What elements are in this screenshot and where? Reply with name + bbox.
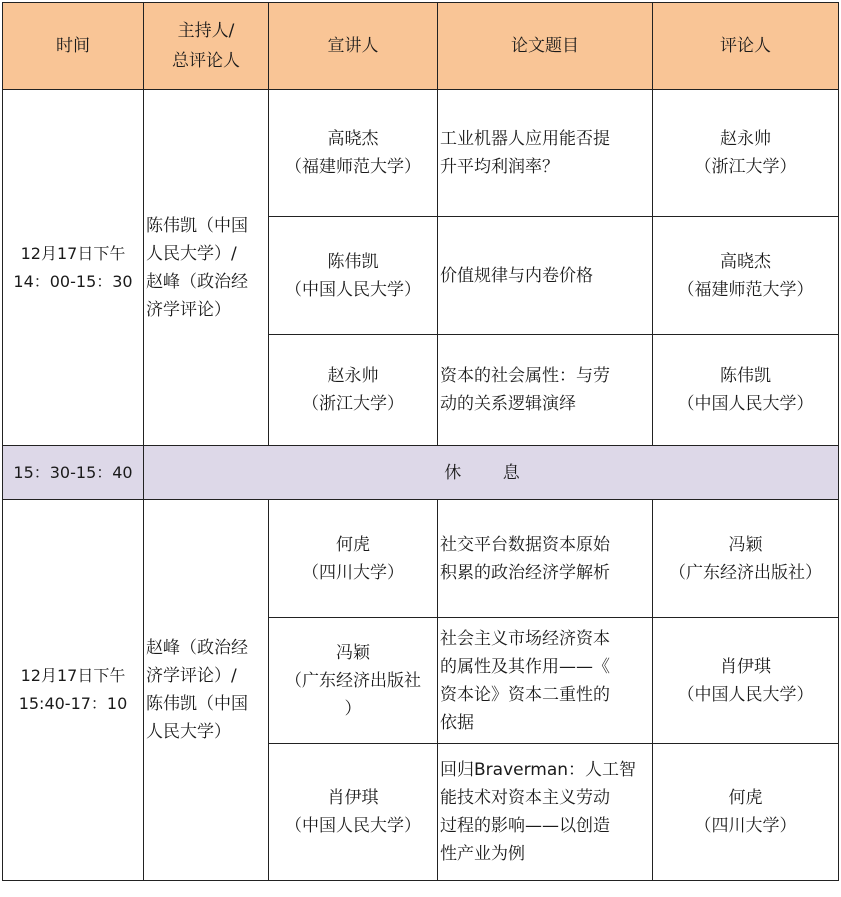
paper-line: 回归Braverman：人工智 <box>440 760 637 780</box>
paper-line: 价值规律与内卷价格 <box>440 265 593 286</box>
paper-line: 资本的社会属性：与劳 <box>440 366 610 386</box>
host-line: 赵峰（政治经 <box>146 638 248 658</box>
paper-title <box>438 90 653 217</box>
speaker-name: 陈伟凯 <box>327 251 379 272</box>
table-row <box>3 500 839 618</box>
break-label: 休 息 <box>144 446 839 500</box>
session-time-date: 12月17日下午 <box>20 243 126 263</box>
commentator-affiliation: （福建师范大学） <box>677 279 814 300</box>
host-line: 陈伟凯（中国 <box>146 694 248 714</box>
commentator-name: 冯颖 <box>728 534 763 555</box>
speaker-name: 高晓杰 <box>327 129 379 149</box>
speaker-affiliation: ） <box>344 698 362 719</box>
session-host <box>144 90 269 446</box>
speaker-affiliation: （福建师范大学） <box>285 157 421 177</box>
commentator-affiliation: （中国人民大学） <box>677 394 814 414</box>
speaker-affiliation: （中国人民大学） <box>285 279 421 300</box>
header-host-line2: 总评论人 <box>172 51 240 71</box>
speaker-affiliation: （中国人民大学） <box>285 816 421 836</box>
commentator-cell <box>653 90 839 217</box>
speaker-cell <box>269 90 438 217</box>
commentator-name: 赵永帅 <box>720 129 771 149</box>
break-time: 15：30-15：40 <box>3 446 144 500</box>
speaker-name: 肖伊琪 <box>327 788 379 808</box>
paper-line: 升平均利润率？ <box>440 157 559 177</box>
commentator-cell <box>653 744 839 881</box>
commentator-cell <box>653 335 839 446</box>
paper-title <box>438 217 653 335</box>
paper-line: 社会主义市场经济资本 <box>440 628 610 649</box>
commentator-name: 何虎 <box>728 788 763 808</box>
speaker-name: 冯颖 <box>336 642 370 663</box>
paper-line: 工业机器人应用能否提 <box>440 129 610 149</box>
paper-line: 积累的政治经济学解析 <box>440 562 610 583</box>
paper-line: 资本论》资本二重性的 <box>440 684 610 705</box>
session-time <box>3 500 144 881</box>
paper-line: 依据 <box>440 712 474 733</box>
speaker-affiliation: （浙江大学） <box>302 394 404 414</box>
paper-line: 过程的影响——以创造 <box>440 816 610 836</box>
paper-line: 能技术对资本主义劳动 <box>440 788 610 808</box>
speaker-cell <box>269 618 438 744</box>
commentator-affiliation: （浙江大学） <box>694 157 797 177</box>
paper-line: 的属性及其作用——《 <box>440 656 610 677</box>
session-time-range: 15:40-17：10 <box>18 694 128 713</box>
host-line: 赵峰（政治经 <box>146 271 248 292</box>
speaker-name: 何虎 <box>336 534 370 555</box>
header-row <box>3 3 839 90</box>
host-line: 济学评论）/ <box>146 666 237 686</box>
header-commentator: 评论人 <box>653 3 839 90</box>
speaker-cell <box>269 335 438 446</box>
commentator-name: 陈伟凯 <box>720 366 771 386</box>
paper-title <box>438 335 653 446</box>
commentator-affiliation: （四川大学） <box>694 816 797 836</box>
paper-title <box>438 744 653 881</box>
commentator-affiliation: （中国人民大学） <box>677 684 814 705</box>
paper-line: 社交平台数据资本原始 <box>440 534 610 555</box>
commentator-cell <box>653 618 839 744</box>
session-time-range: 14：00-15：30 <box>13 271 133 291</box>
session-time <box>3 90 144 446</box>
commentator-name: 高晓杰 <box>720 251 771 272</box>
session-host <box>144 500 269 881</box>
speaker-affiliation: （四川大学） <box>302 562 404 583</box>
commentator-cell <box>653 217 839 335</box>
speaker-cell <box>269 500 438 618</box>
host-line: 人民大学） <box>146 722 231 742</box>
session-time-date: 12月17日下午 <box>20 666 126 685</box>
commentator-cell <box>653 500 839 618</box>
header-host <box>144 3 269 90</box>
host-line: 陈伟凯（中国 <box>146 215 248 236</box>
schedule-table <box>2 2 839 881</box>
header-host-line1: 主持人/ <box>177 21 235 41</box>
header-time: 时间 <box>3 3 144 90</box>
header-speaker: 宣讲人 <box>269 3 438 90</box>
speaker-cell <box>269 217 438 335</box>
header-paper: 论文题目 <box>438 3 653 90</box>
commentator-affiliation: （广东经济出版社） <box>669 562 822 583</box>
break-row <box>3 446 839 500</box>
speaker-cell <box>269 744 438 881</box>
host-line: 人民大学）/ <box>146 243 237 264</box>
speaker-affiliation: （广东经济出版社 <box>285 670 421 691</box>
table-row <box>3 90 839 217</box>
paper-line: 性产业为例 <box>440 844 525 864</box>
paper-line: 动的关系逻辑演绎 <box>440 394 576 414</box>
host-line: 济学评论） <box>146 299 231 320</box>
speaker-name: 赵永帅 <box>327 366 379 386</box>
commentator-name: 肖伊琪 <box>720 656 771 677</box>
paper-title <box>438 500 653 618</box>
paper-title <box>438 618 653 744</box>
